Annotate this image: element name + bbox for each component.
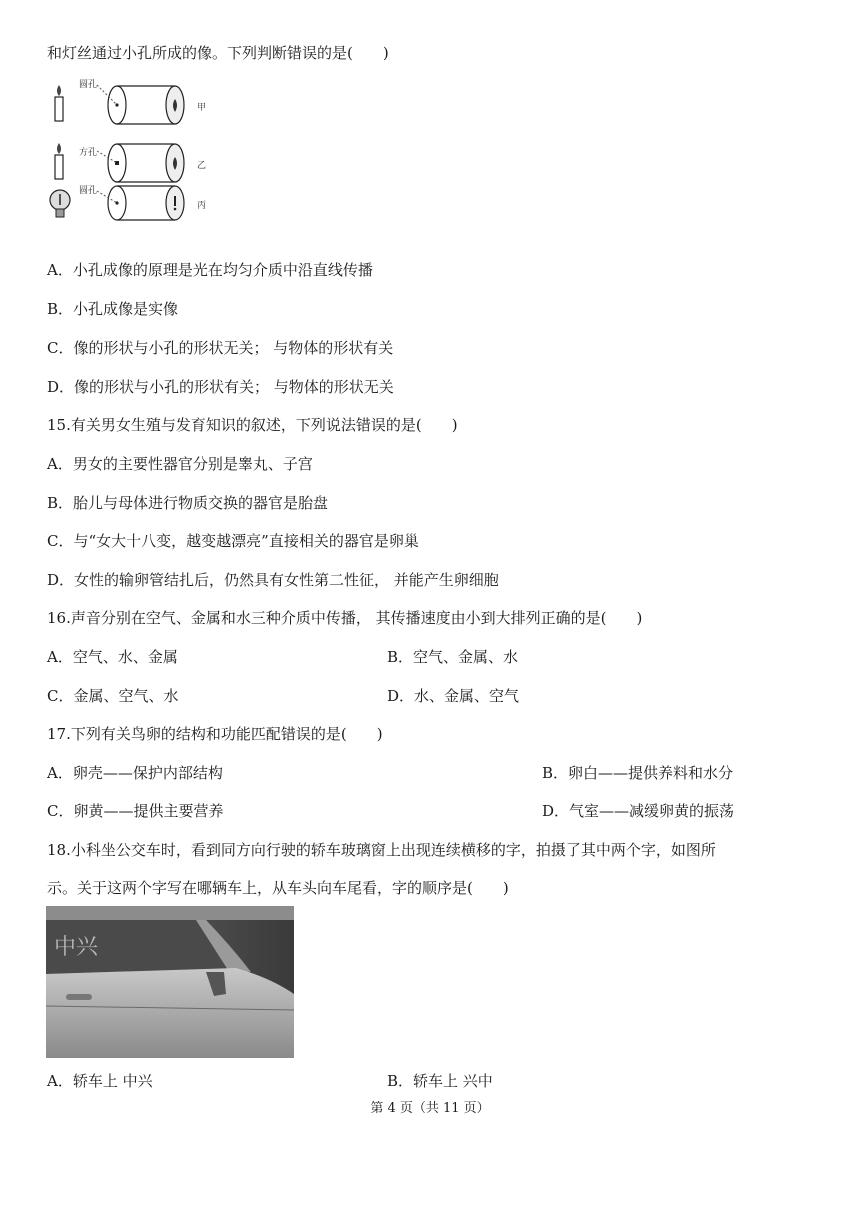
tag-a: 甲 (197, 103, 207, 113)
option-15c: C．与“女大十八变，越变越漂亮”直接相关的器官是卵巢 (47, 532, 419, 550)
option-16d: D．水、金属、空气 (387, 687, 520, 705)
hole-label-b: 方孔 (79, 148, 98, 158)
option-14b: B．小孔成像是实像 (47, 300, 179, 318)
option-16c: C．金属、空气、水 (47, 687, 179, 705)
tube-a (97, 85, 184, 124)
car-window-photo (46, 906, 294, 1058)
hole-label-c: 圆孔 (79, 186, 98, 196)
question-18-stem-line1: 18.小科坐公交车时，看到同方向行驶的轿车玻璃窗上出现连续横移的字，拍摄了其中两个字，如图所 (47, 841, 716, 859)
option-16a: A．空气、水、金属 (47, 648, 178, 666)
question-18-stem-line2: 示。关于这两个字写在哪辆车上，从车头向车尾看，字的顺序是( ) (47, 879, 509, 897)
option-15b: B．胎儿与母体进行物质交换的器官是胎盘 (47, 494, 329, 512)
candle-icon (55, 85, 63, 121)
tube-b (97, 144, 184, 182)
option-14c: C．像的形状与小孔的形状无关； 与物体的形状有关 (47, 339, 394, 357)
option-18b: B．轿车上 兴中 (387, 1072, 493, 1090)
option-17a: A．卵壳——保护内部结构 (47, 764, 223, 782)
light-bulb-icon (50, 190, 70, 217)
photo-caption-text: 中兴 (54, 935, 99, 960)
hole-label-a: 圆孔 (79, 80, 98, 90)
tag-c: 丙 (197, 201, 207, 211)
option-17c: C．卵黄——提供主要营养 (47, 802, 224, 820)
candle-icon (55, 143, 63, 179)
option-14d: D．像的形状与小孔的形状有关； 与物体的形状无关 (47, 378, 394, 396)
option-17b: B．卵白——提供养料和水分 (542, 764, 734, 782)
pinhole-figure (47, 75, 217, 225)
option-17d: D．气室——减缓卵黄的振荡 (542, 802, 735, 820)
tube-c (97, 186, 184, 220)
tag-b: 乙 (197, 161, 207, 171)
question-15-stem: 15.有关男女生殖与发育知识的叙述，下列说法错误的是( ) (47, 416, 458, 434)
option-16b: B．空气、金属、水 (387, 648, 519, 666)
question-16-stem: 16.声音分别在空气、金属和水三种介质中传播， 其传播速度由小到大排列正确的是( ) (47, 609, 643, 627)
option-18a: A．轿车上 中兴 (47, 1072, 153, 1090)
option-14a: A．小孔成像的原理是光在均匀介质中沿直线传播 (47, 261, 373, 279)
question-17-stem: 17.下列有关鸟卵的结构和功能匹配错误的是( ) (47, 725, 383, 743)
question-14-stem-continuation: 和灯丝通过小孔所成的像。下列判断错误的是( ) (47, 44, 389, 62)
option-15a: A．男女的主要性器官分别是睾丸、子宫 (47, 455, 313, 473)
option-15d: D．女性的输卵管结扎后，仍然具有女性第二性征， 并能产生卵细胞 (47, 571, 499, 589)
page-footer: 第 4 页（共 11 页） (370, 1101, 490, 1116)
